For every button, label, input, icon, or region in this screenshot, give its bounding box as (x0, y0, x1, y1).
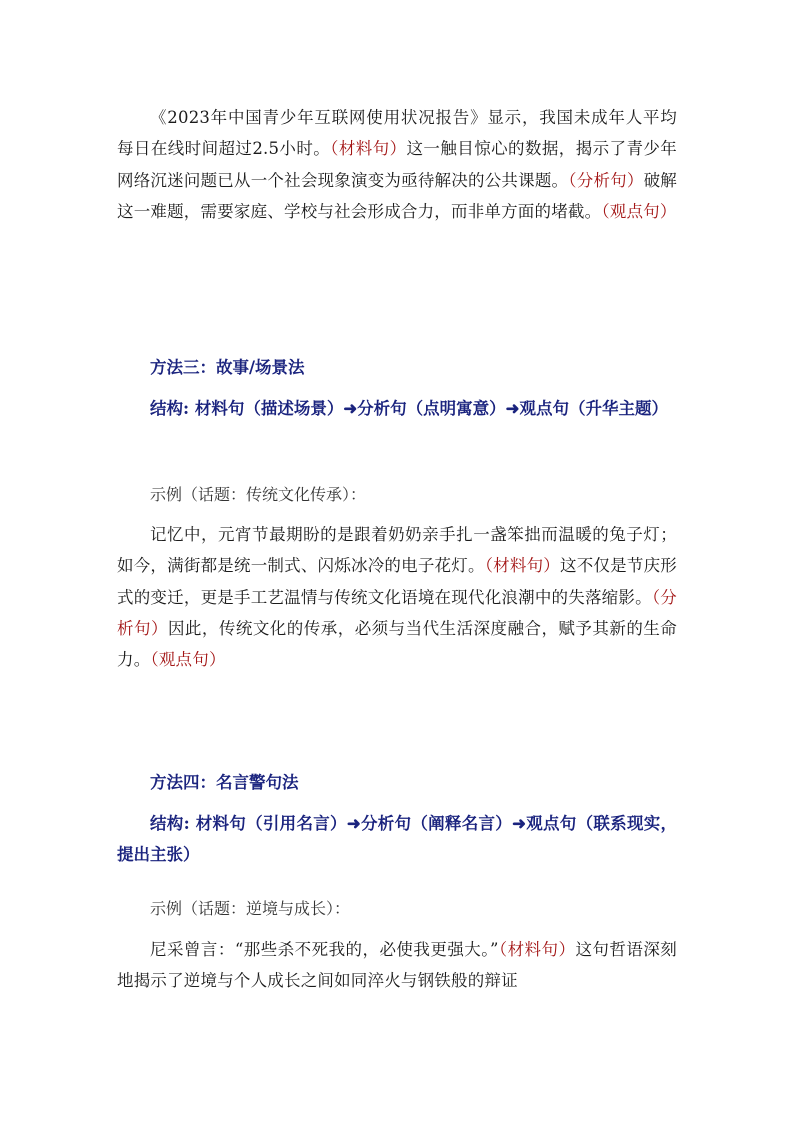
structure-part-analysis: 分析句（阐释名言） (360, 814, 513, 833)
method3-heading: 方法三：故事/场景法 (150, 358, 305, 377)
material-tag: （材料句） (484, 556, 561, 576)
intro-sentence-2: 这一触目惊心的数据，揭示了青少年网络沉迷问题已从一个社会现象演变为亟待解决的公共课题。 (117, 139, 677, 190)
intro-paragraph (117, 102, 677, 227)
viewpoint-tag: （观点句） (601, 201, 677, 221)
analysis-tag: （分析句） (568, 170, 644, 190)
structure-part-material: 材料句（描述场景） (194, 399, 344, 418)
structure-label: 结构: (150, 814, 190, 833)
method4-example-paragraph (117, 934, 677, 997)
example-sentence-1: 尼采曾言：“那些杀不死我的，必使我更强大。” (150, 940, 499, 959)
intro-sentence-3: 破解这一难题，需要家庭、学校与社会形成合力，而非单方面的堵截。 (117, 170, 678, 221)
analysis-tag: （分析句） (117, 587, 677, 638)
material-tag: （材料句） (498, 940, 576, 959)
method3-example-label: 示例（话题：传统文化传承）： (150, 485, 367, 504)
structure-part-viewpoint: 观点句（升华主题） (519, 399, 668, 418)
example-sentence-1: 记忆中，元宵节最期盼的是跟着奶奶亲手扎一盏笨拙而温暖的兔子灯；如今，满街都是统一制式、闪烁冰冷的电子花灯。 (117, 525, 677, 576)
arrow-icon: ➜ (512, 814, 526, 833)
arrow-icon: ➜ (346, 814, 361, 833)
method4-structure (117, 808, 677, 870)
method4-heading: 方法四：名言警句法 (150, 773, 299, 792)
method3-example-paragraph (117, 519, 677, 675)
structure-part-analysis: 分析句（点明寓意） (357, 399, 506, 418)
structure-part-material: 材料句（引用名言） (195, 814, 347, 833)
arrow-icon: ➜ (343, 399, 358, 418)
example-sentence-2: 这不仅是节庆形式的变迁，更是手工艺温情与传统文化语境在现代化浪潮中的失落缩影。 (117, 556, 678, 607)
method4-example-label: 示例（话题：逆境与成长）： (150, 899, 351, 918)
material-tag: （材料句） (330, 139, 407, 159)
method3-structure (117, 393, 677, 424)
structure-part-viewpoint: 观点句（联系现实，提出主张） (117, 814, 678, 864)
arrow-icon: ➜ (505, 399, 520, 418)
structure-label: 结构: (150, 399, 190, 418)
viewpoint-tag: （观点句） (150, 650, 226, 670)
example-sentence-2: 这句哲语深刻地揭示了逆境与个人成长之间如同淬火与钢铁般的辩证 (117, 940, 677, 991)
intro-sentence-1: 《2023年中国青少年互联网使用状况报告》显示，我国未成年人平均每日在线时间超过2.5小时。 (117, 108, 677, 159)
example-sentence-3: 因此，传统文化的传承，必须与当代生活深度融合，赋予其新的生命力。 (117, 618, 677, 670)
